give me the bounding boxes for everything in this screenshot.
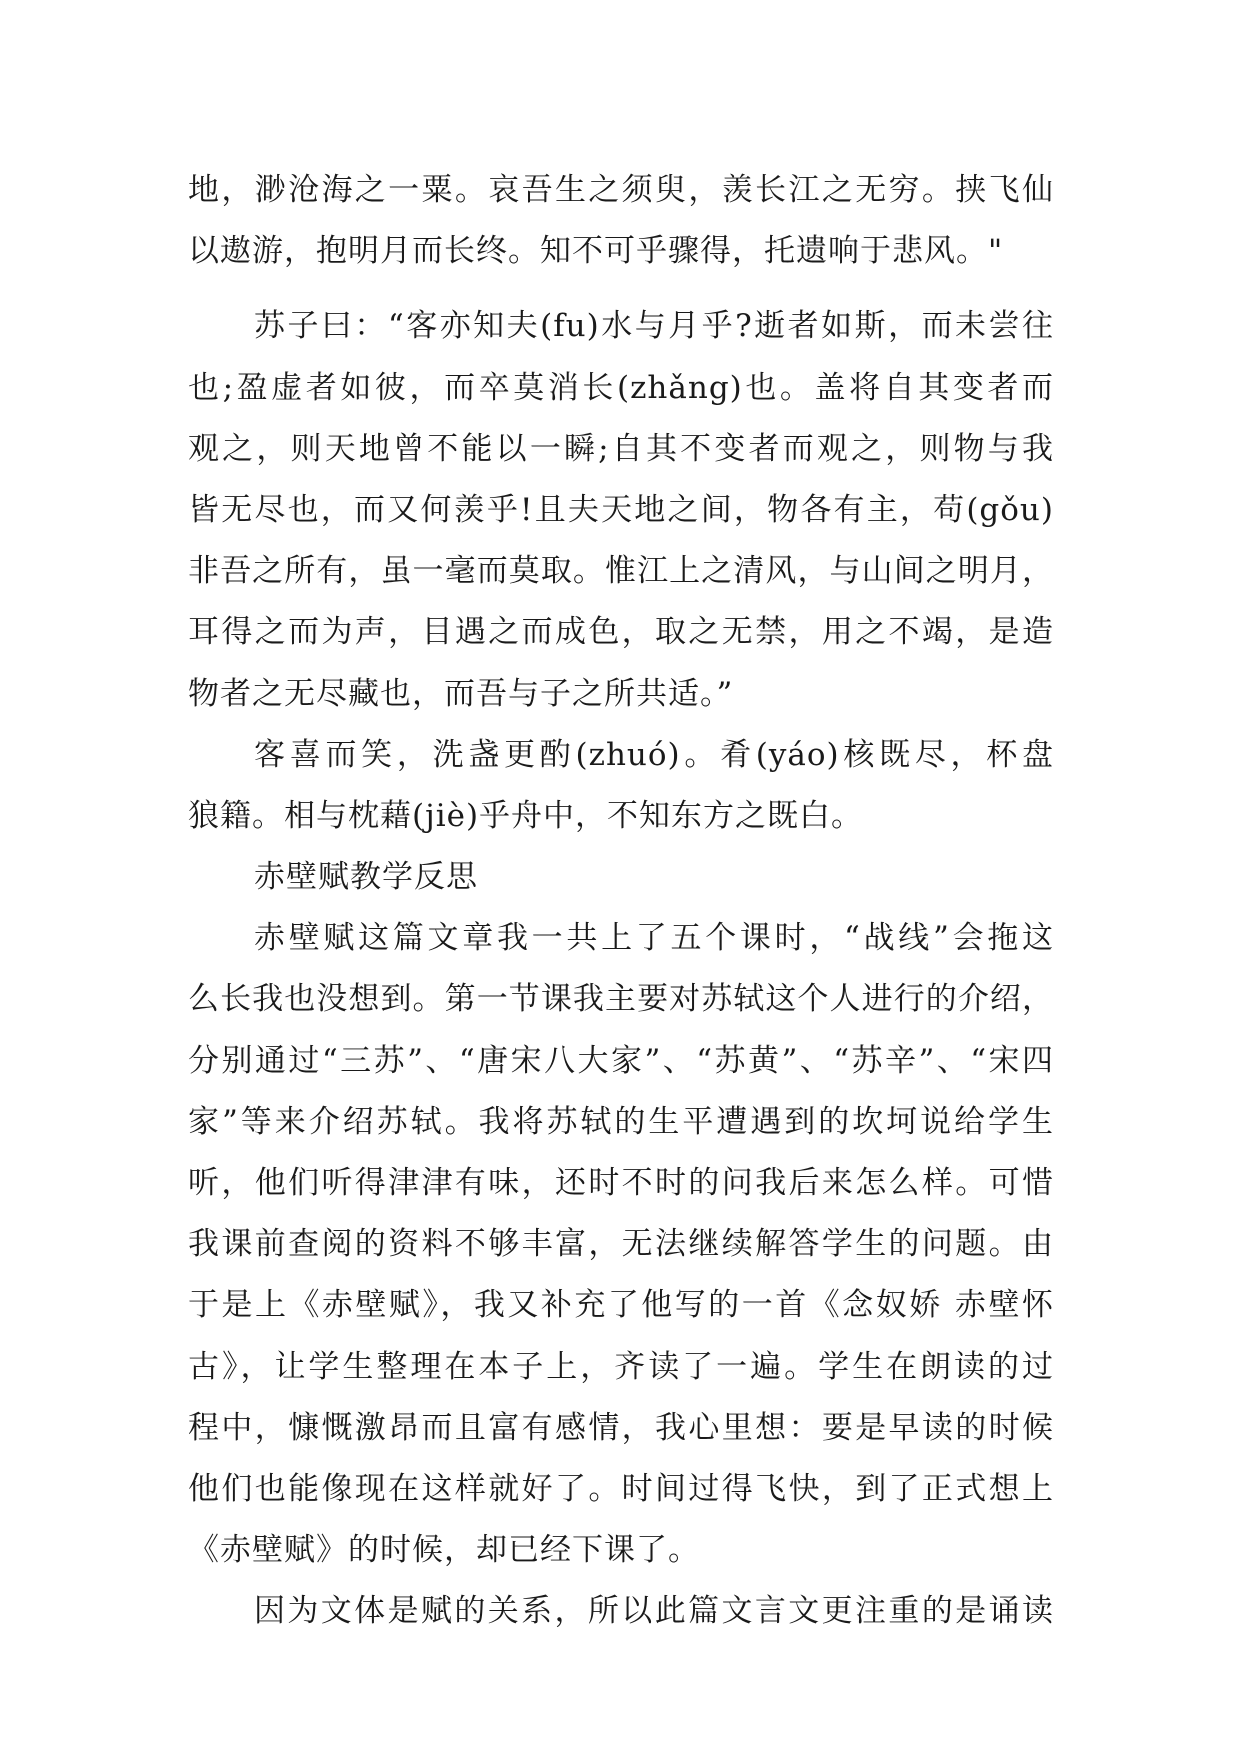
paragraph-guest-lament-end — [188, 160, 1054, 282]
text-line: 地，渺沧海之一粟。哀吾生之须臾，羡长江之无穷。挟飞仙 — [188, 172, 1054, 208]
paragraph-gap — [188, 282, 1054, 296]
document-body — [188, 160, 1054, 1643]
paragraph-guest-laughs — [188, 725, 1054, 847]
text-line: 因为文体是赋的关系，所以此篇文言文更注重的是诵读 — [254, 1593, 1054, 1630]
text-line: 赤壁赋这篇文章我一共上了五个课时，“战线”会拖这 — [254, 920, 1054, 957]
text-line: 耳得之而为声，目遇之而成色，取之无禁，用之不竭，是造 — [188, 614, 1054, 651]
text-line: 观之，则天地曾不能以一瞬;自其不变者而观之，则物与我 — [188, 430, 1054, 467]
text-line: 程中，慷慨激昂而且富有感情，我心里想：要是早读的时候 — [188, 1409, 1054, 1446]
text-line: 以遨游，抱明月而长终。知不可乎骤得，托遗响于悲风。" — [188, 233, 1004, 270]
paragraph-su-zi-reply — [188, 296, 1054, 724]
text-line: 我课前查阅的资料不够丰富，无法继续解答学生的问题。由 — [188, 1226, 1054, 1263]
paragraph-reflection-second — [188, 1581, 1054, 1642]
text-line: 客喜而笑，洗盏更酌(zhuó)。肴(yáo)核既尽，杯盘 — [254, 736, 1054, 773]
section-heading-teaching-reflection — [188, 847, 1054, 908]
text-line: 他们也能像现在这样就好了。时间过得飞快，到了正式想上 — [188, 1470, 1054, 1507]
text-line: 赤壁赋教学反思 — [254, 859, 478, 896]
text-line: 也;盈虚者如彼，而卒莫消长(zhǎng)也。盖将自其变者而 — [188, 369, 1054, 406]
text-line: 古》，让学生整理在本子上，齐读了一遍。学生在朗读的过 — [188, 1348, 1054, 1385]
text-line: 非吾之所有，虽一毫而莫取。惟江上之清风，与山间之明月， — [188, 553, 1054, 590]
text-line: 家”等来介绍苏轼。我将苏轼的生平遭遇到的坎坷说给学生 — [188, 1103, 1054, 1140]
text-line: 么长我也没想到。第一节课我主要对苏轼这个人进行的介绍， — [188, 981, 1054, 1018]
text-line: 于是上《赤壁赋》，我又补充了他写的一首《念奴娇 赤壁怀 — [188, 1287, 1054, 1324]
text-line: 听，他们听得津津有味，还时不时的问我后来怎么样。可惜 — [188, 1165, 1054, 1201]
text-line: 分别通过“三苏”、“唐宋八大家”、“苏黄”、“苏辛”、“宋四 — [188, 1042, 1054, 1079]
text-line: 皆无尽也，而又何羡乎!且夫天地之间，物各有主，苟(gǒu) — [188, 491, 1054, 528]
text-line: 狼籍。相与枕藉(jiè)乎舟中，不知东方之既白。 — [188, 797, 864, 834]
text-line: 物者之无尽藏也，而吾与子之所共适。” — [188, 675, 734, 712]
text-line: 《赤壁赋》的时候，却已经下课了。 — [188, 1532, 700, 1569]
text-line: 苏子曰：“客亦知夫(fu)水与月乎?逝者如斯，而未尝往 — [254, 308, 1054, 345]
paragraph-reflection-first — [188, 908, 1054, 1581]
